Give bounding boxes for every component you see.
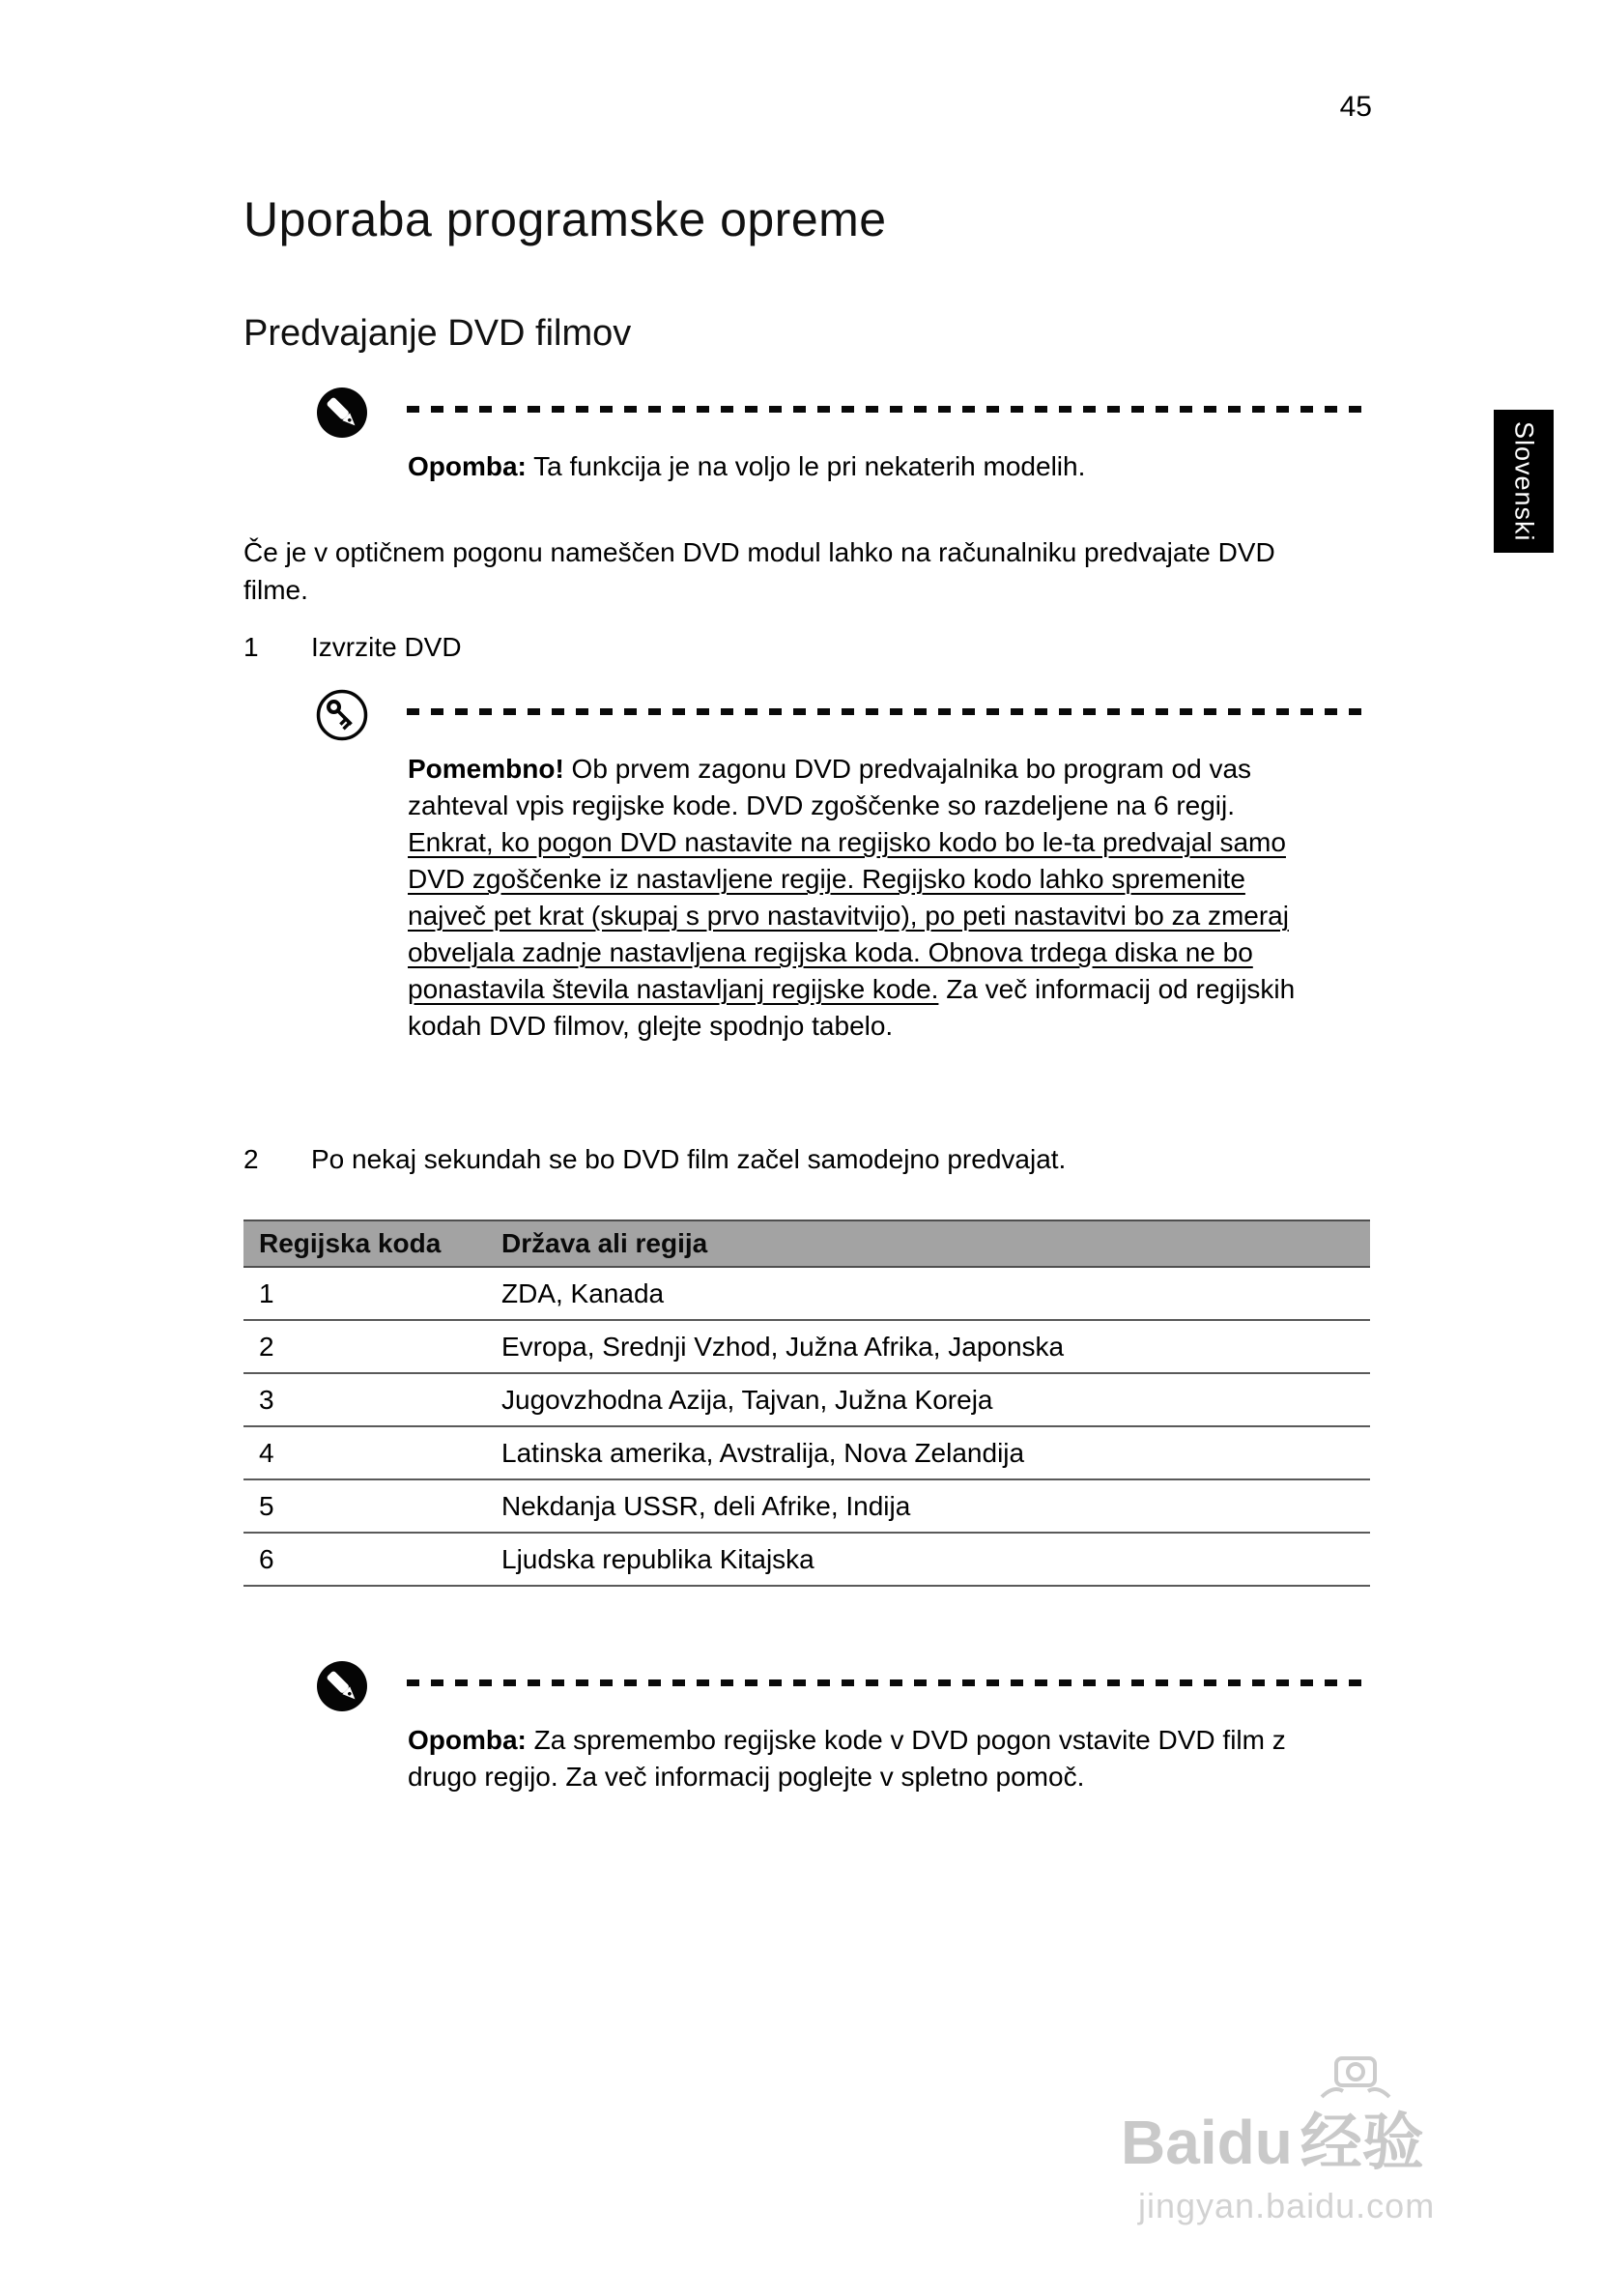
table-header-code: Regijska koda [243, 1220, 500, 1267]
section-title: Predvajanje DVD filmov [243, 313, 632, 354]
cell-region-name: Nekdanja USSR, deli Afrike, Indija [500, 1479, 1370, 1533]
cell-region-code: 1 [243, 1267, 500, 1320]
cell-region-code: 5 [243, 1479, 500, 1533]
step-1-number: 1 [243, 632, 259, 662]
key-icon [316, 689, 368, 741]
table-row [243, 1533, 1370, 1586]
table-row [243, 1373, 1370, 1426]
important-text-before: Ob prvem zagonu DVD predvajalnika bo program od vas zahteval vpis regijske kode. DVD zgoščenke so razdeljene na 6 regij. [408, 754, 1252, 820]
cell-region-code: 3 [243, 1373, 500, 1426]
note-1-text-block [408, 448, 1326, 485]
language-tab-slovenski: Slovenski [1494, 410, 1554, 553]
table-row [243, 1267, 1370, 1320]
table-row [243, 1479, 1370, 1533]
watermark-url: jingyan.baidu.com [1138, 2186, 1436, 2225]
cell-region-name: Jugovzhodna Azija, Tajvan, Južna Koreja [500, 1373, 1370, 1426]
note-callout-1 [316, 387, 1370, 485]
note-2-text: Za spremembo regijske kode v DVD pogon vstavite DVD film z drugo regijo. Za več informacij poglejte v spletno pomoč. [408, 1725, 1286, 1792]
cell-region-name: Evropa, Srednji Vzhod, Južna Afrika, Japonska [500, 1320, 1370, 1373]
cell-region-code: 4 [243, 1426, 500, 1479]
region-code-table [243, 1220, 1370, 1587]
note-1-text: Ta funkcija je na voljo le pri nekaterih modelih. [526, 451, 1086, 481]
table-header-row [243, 1220, 1370, 1267]
intro-paragraph: Če je v optičnem pogonu nameščen DVD modul lahko na računalniku predvajate DVD filme. [243, 537, 1275, 605]
baidu-watermark [1111, 2049, 1498, 2261]
dotted-separator [407, 708, 1370, 715]
dotted-separator [407, 1679, 1370, 1686]
important-text-after: Za več informacij od regijskih kodah DVD filmov, glejte spodnjo tabelo. [408, 974, 1296, 1041]
note-1-label: Opomba: [408, 451, 527, 481]
note-2-label: Opomba: [408, 1725, 527, 1755]
watermark-brand [1121, 2093, 1424, 2182]
important-text-block [408, 751, 1326, 1045]
important-callout [316, 689, 1370, 1045]
pen-note-icon [316, 1660, 368, 1712]
table-row [243, 1426, 1370, 1479]
table-row [243, 1320, 1370, 1373]
pen-note-icon [316, 387, 368, 439]
watermark-brand-latin: Baidu [1121, 2108, 1293, 2177]
page-number: 45 [1339, 91, 1372, 123]
important-text-underlined: Enkrat, ko pogon DVD nastavite na regijsko kodo bo le-ta predvajal samo DVD zgoščenke iz nastavljene regije. Regijsko kodo lahko spremenite največ pet krat (skupaj s prvo nastavitvijo), po peti nastavitvi bo za zmeraj obveljala zadnje nastavljena regijska koda. Obnova trdega diska ne bo ponastavila števila nastavljanj regijske kode. [408, 827, 1289, 1004]
step-2-text: Po nekaj sekundah se bo DVD film začel samodejno predvajat. [311, 1144, 1067, 1174]
cell-region-name: Ljudska republika Kitajska [500, 1533, 1370, 1586]
step-1-text: Izvrzite DVD [311, 632, 462, 662]
cell-region-name: ZDA, Kanada [500, 1267, 1370, 1320]
step-2-number: 2 [243, 1144, 259, 1174]
table-header-region: Država ali regija [500, 1220, 1370, 1267]
important-label: Pomembno! [408, 754, 564, 784]
page-title: Uporaba programske opreme [243, 192, 887, 246]
cell-region-code: 2 [243, 1320, 500, 1373]
note-2-text-block [408, 1722, 1326, 1795]
cell-region-name: Latinska amerika, Avstralija, Nova Zelandija [500, 1426, 1370, 1479]
dotted-separator [407, 406, 1370, 413]
step-1 [243, 632, 1374, 663]
note-callout-2 [316, 1660, 1370, 1795]
step-2 [243, 1144, 1374, 1175]
watermark-brand-cn: 经验 [1300, 2108, 1424, 2177]
cell-region-code: 6 [243, 1533, 500, 1586]
